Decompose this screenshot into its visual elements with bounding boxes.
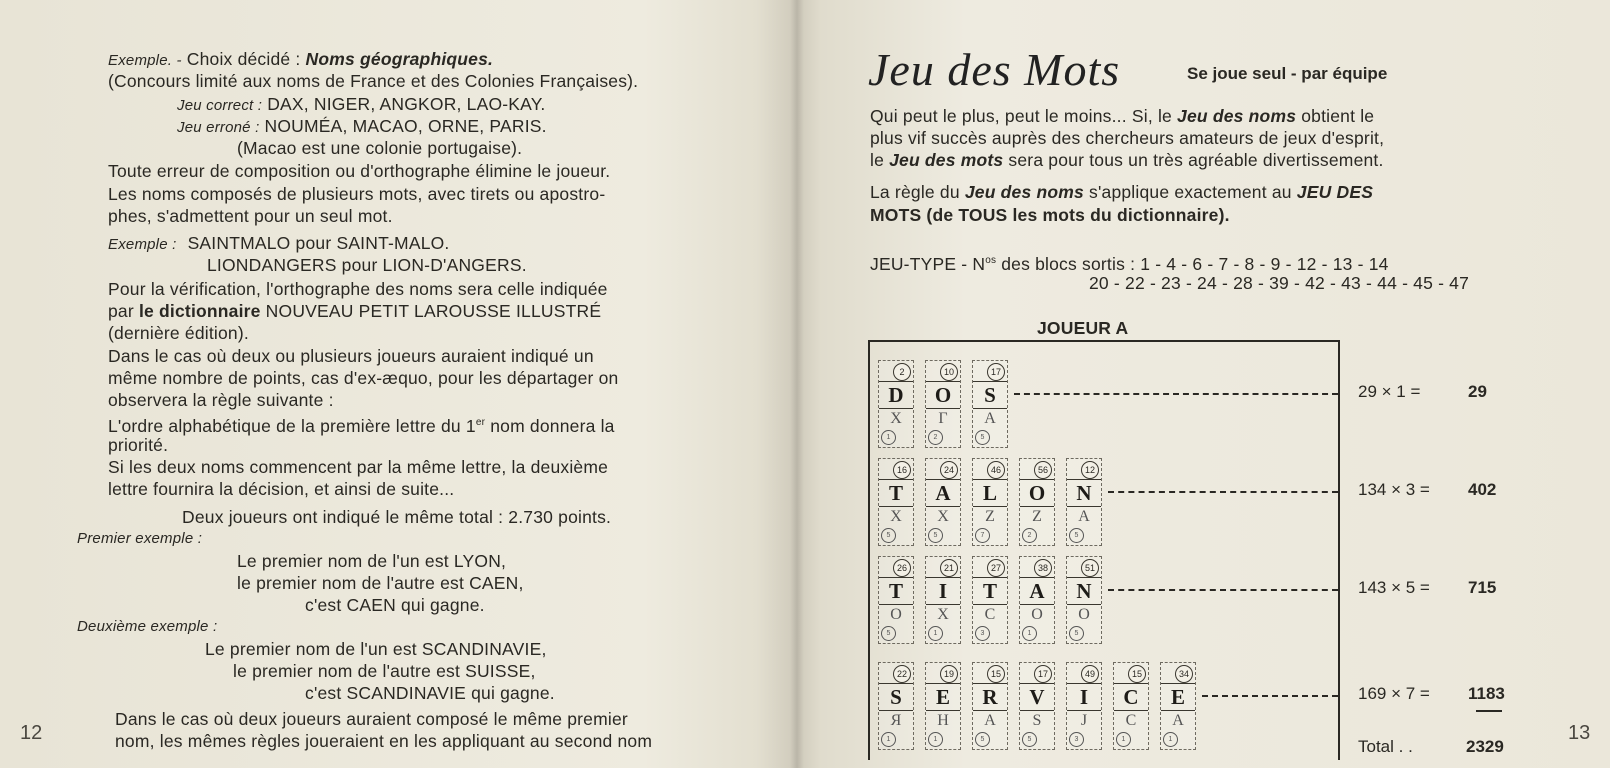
tile-symbol: H	[937, 712, 949, 729]
letter-tile	[972, 556, 1008, 644]
score-value: 1183	[1468, 684, 1505, 703]
tile-mini-number: 2	[1022, 528, 1037, 543]
verif-text-a: par	[108, 301, 134, 321]
tile-mini-number: 5	[881, 626, 896, 641]
tile-number: 38	[1034, 559, 1052, 577]
intro-3-b: Jeu des mots	[889, 150, 1004, 170]
wrong-label: Jeu erroné :	[177, 119, 260, 136]
tile-symbol: X	[937, 508, 949, 525]
verif-larousse: NOUVEAU PETIT LAROUSSE ILLUSTRÉ	[265, 301, 602, 321]
first-example-label: Premier exemple :	[77, 530, 203, 547]
tile-mini-number: 5	[1069, 626, 1084, 641]
tile-letter: E	[926, 683, 960, 711]
intro-line-3	[870, 149, 1384, 171]
row-score	[1358, 382, 1487, 402]
tile-mini-number: 5	[975, 732, 990, 747]
tile-letter: S	[879, 683, 913, 711]
tile-symbol: O	[1078, 606, 1090, 623]
rule-1-d: JEU DES	[1296, 182, 1374, 202]
letter-tile	[972, 360, 1008, 448]
tile-letter: E	[1161, 683, 1195, 711]
tie-line-7: lettre fournira la décision, et ainsi de suite...	[108, 479, 455, 499]
tile-mini-number: 1	[1163, 732, 1178, 747]
intro-line-2: plus vif succès auprès des chercheurs amateurs de jeux d'esprit,	[870, 128, 1385, 148]
letter-tile	[1019, 556, 1055, 644]
first-example-line-3: c'est CAEN qui gagne.	[305, 595, 485, 615]
correct-values: DAX, NIGER, ANGKOR, LAO-KAY.	[267, 94, 546, 114]
letter-tile	[1160, 662, 1196, 750]
page-subtitle: Se joue seul - par équipe	[1187, 64, 1388, 83]
tile-number: 21	[940, 559, 958, 577]
tile-symbol: Я	[890, 712, 902, 729]
total-label: Total . .	[1358, 737, 1413, 756]
tile-number: 17	[987, 363, 1005, 381]
intro-line-1	[870, 105, 1374, 127]
score-formula: 29 × 1 =	[1358, 382, 1421, 401]
letter-tile	[925, 458, 961, 546]
choice-text: Choix décidé :	[186, 49, 301, 69]
closing-line-1: Dans le cas où deux joueurs auraient composé le même premier	[115, 709, 628, 729]
intro-1-b: Jeu des noms	[1177, 106, 1297, 126]
tile-letter: T	[879, 479, 913, 507]
tile-mini-number: 3	[975, 626, 990, 641]
composed-names-line-2: phes, s'admettent pour un seul mot.	[108, 206, 393, 226]
tile-mini-number: 1	[881, 732, 896, 747]
letter-tile	[1113, 662, 1149, 750]
intro-3-a: le	[870, 150, 885, 170]
tile-letter: C	[1114, 683, 1148, 711]
closing-line-2: nom, les mêmes règles joueraient en les appliquant au second nom	[115, 731, 653, 751]
letter-tile	[1066, 556, 1102, 644]
macao-note: (Macao est une colonie portugaise).	[237, 138, 523, 158]
letter-tile	[1019, 662, 1055, 750]
first-example-line-2: le premier nom de l'autre est CAEN,	[237, 573, 524, 593]
tile-letter: D	[879, 381, 913, 409]
tile-symbol: C	[984, 606, 996, 623]
tile-number: 12	[1081, 461, 1099, 479]
tile-symbol: Z	[1032, 508, 1042, 525]
tile-number: 46	[987, 461, 1005, 479]
row-score	[1358, 684, 1505, 704]
score-value: 715	[1468, 578, 1497, 597]
tile-number: 51	[1081, 559, 1099, 577]
tile-letter: A	[1020, 577, 1054, 605]
tile-number: 17	[1034, 665, 1052, 683]
tile-letter: V	[1020, 683, 1054, 711]
tile-symbol: Γ	[938, 410, 948, 427]
leader-line	[1108, 589, 1338, 591]
rule-line-2: MOTS (de TOUS les mots du dictionnaire).	[870, 205, 1230, 225]
second-example-line-3: c'est SCANDINAVIE qui gagne.	[305, 683, 555, 703]
tile-number: 56	[1034, 461, 1052, 479]
tile-letter: O	[1020, 479, 1054, 507]
tie-4-text-a: L'ordre alphabétique de la première lettre du 1	[108, 415, 476, 436]
letter-tile	[878, 556, 914, 644]
tile-mini-number: 5	[1022, 732, 1037, 747]
letter-tile	[925, 360, 961, 448]
rule-1-c: s'applique exactement au	[1089, 182, 1292, 202]
example-2-line-1	[108, 232, 450, 256]
tile-symbol: A	[984, 410, 996, 427]
tile-letter: I	[1067, 683, 1101, 711]
letter-tile	[878, 458, 914, 546]
tile-mini-number: 5	[928, 528, 943, 543]
score-value: 402	[1468, 480, 1497, 499]
choice-value: Noms géographiques.	[305, 49, 494, 69]
intro-1-c: obtient le	[1301, 106, 1375, 126]
letter-tile	[972, 662, 1008, 750]
example-2-line-2: LIONDANGERS pour LION-D'ANGERS.	[207, 255, 527, 275]
tile-symbol: O	[890, 606, 902, 623]
tile-number: 10	[940, 363, 958, 381]
tile-symbol: A	[984, 712, 996, 729]
jeu-type-label: JEU-TYPE - N	[870, 253, 986, 274]
tile-letter: I	[926, 577, 960, 605]
verification-line-2	[108, 300, 601, 322]
tile-letter: S	[973, 381, 1007, 409]
error-rule: Toute erreur de composition ou d'orthographe élimine le joueur.	[108, 161, 611, 181]
tile-mini-number: 2	[928, 430, 943, 445]
leader-line	[1202, 695, 1338, 697]
example-2-value-1: SAINTMALO pour SAINT-MALO.	[187, 233, 450, 253]
rule-1-a: La règle du	[870, 182, 960, 202]
row-score	[1358, 480, 1497, 500]
tile-number: 16	[893, 461, 911, 479]
tile-number: 22	[893, 665, 911, 683]
score-formula: 169 × 7 =	[1358, 684, 1430, 703]
tile-symbol: S	[1032, 712, 1042, 729]
intro-1-a: Qui peut le plus, peut le moins... Si, le	[870, 106, 1172, 126]
tile-letter: T	[973, 577, 1007, 605]
tile-mini-number: 1	[1022, 626, 1037, 641]
tie-4-sup: er	[475, 417, 486, 428]
composed-names-line-1: Les noms composés de plusieurs mots, avec tirets ou apostro-	[108, 184, 606, 204]
score-formula: 143 × 5 =	[1358, 578, 1430, 597]
second-example-label: Deuxième exemple :	[77, 618, 218, 635]
tile-letter: A	[926, 479, 960, 507]
second-example-line-1: Le premier nom de l'un est SCANDINAVIE,	[205, 639, 547, 659]
tile-mini-number: 1	[928, 626, 943, 641]
tile-mini-number: 1	[928, 732, 943, 747]
page-number-right: 13	[1568, 722, 1591, 744]
letter-tile	[878, 662, 914, 750]
tile-symbol: A	[1172, 712, 1184, 729]
tile-symbol: A	[1078, 508, 1090, 525]
correct-label: Jeu correct :	[177, 97, 263, 114]
tile-letter: T	[879, 577, 913, 605]
tie-line-5: priorité.	[108, 435, 169, 455]
tile-number: 26	[893, 559, 911, 577]
tile-symbol: X	[890, 508, 902, 525]
wrong-game-line	[177, 115, 547, 139]
letter-tile	[925, 662, 961, 750]
letter-tile	[1066, 458, 1102, 546]
second-example-line-2: le premier nom de l'autre est SUISSE,	[233, 661, 536, 681]
page-title: Jeu des Mots	[868, 44, 1121, 95]
page-fold	[790, 0, 804, 768]
tile-mini-number: 3	[1069, 732, 1084, 747]
tile-symbol: X	[937, 606, 949, 623]
tile-symbol: O	[1031, 606, 1043, 623]
tile-letter: N	[1067, 479, 1101, 507]
tile-mini-number: 7	[975, 528, 990, 543]
first-example-line-1: Le premier nom de l'un est LYON,	[237, 551, 507, 571]
leader-line	[1014, 393, 1338, 395]
tile-letter: N	[1067, 577, 1101, 605]
example-1-line	[108, 48, 493, 72]
tie-line-3: observera la règle suivante :	[108, 390, 334, 410]
letter-tile	[878, 360, 914, 448]
letter-tile	[1066, 662, 1102, 750]
verification-line-1: Pour la vérification, l'orthographe des noms sera celle indiquée	[108, 279, 608, 299]
tile-number: 34	[1175, 665, 1193, 683]
tile-mini-number: 5	[881, 528, 896, 543]
leader-line	[1108, 491, 1338, 493]
tile-symbol: C	[1125, 712, 1137, 729]
jeu-type-line-2: 20 - 22 - 23 - 24 - 28 - 39 - 42 - 43 - 44 - 45 - 47	[1089, 273, 1470, 293]
tile-symbol: Z	[985, 508, 995, 525]
rule-1-b: Jeu des noms	[964, 182, 1084, 202]
wrong-values: NOUMÉA, MACAO, ORNE, PARIS.	[264, 116, 547, 136]
letter-tile	[972, 458, 1008, 546]
verif-dictionary: le dictionnaire	[138, 301, 261, 321]
contest-limit-line: (Concours limité aux noms de France et des Colonies Françaises).	[108, 71, 639, 91]
tile-number: 24	[940, 461, 958, 479]
intro-3-c: sera pour tous un très agréable divertissement.	[1008, 150, 1384, 170]
tie-line-4	[108, 412, 615, 437]
tile-mini-number: 5	[1069, 528, 1084, 543]
tile-number: 15	[1128, 665, 1146, 683]
tile-symbol: X	[890, 410, 902, 427]
tile-number: 27	[987, 559, 1005, 577]
jeu-type-sup: os	[985, 255, 997, 266]
same-total-line: Deux joueurs ont indiqué le même total : 2.730 points.	[182, 507, 612, 527]
rule-line-1	[870, 181, 1373, 203]
verification-line-3: (dernière édition).	[108, 323, 249, 343]
correct-game-line	[177, 93, 545, 117]
tie-4-text-b: nom donnera la	[485, 415, 615, 436]
sum-rule	[1476, 710, 1502, 712]
total-value: 2329	[1466, 737, 1504, 756]
tie-line-6: Si les deux noms commencent par la même lettre, la deuxième	[108, 457, 609, 477]
tile-letter: O	[926, 381, 960, 409]
tie-line-1: Dans le cas où deux ou plusieurs joueurs auraient indiqué un	[108, 346, 594, 366]
total-line	[1358, 737, 1504, 757]
tile-number: 15	[987, 665, 1005, 683]
page-number-left: 12	[20, 722, 43, 744]
tile-number: 49	[1081, 665, 1099, 683]
row-score	[1358, 578, 1497, 598]
tile-mini-number: 1	[1116, 732, 1131, 747]
score-formula: 134 × 3 =	[1358, 480, 1430, 499]
example-label: Exemple. -	[108, 52, 182, 69]
score-value: 29	[1468, 382, 1487, 401]
tile-letter: R	[973, 683, 1007, 711]
player-label: JOUEUR A	[1037, 318, 1129, 338]
tile-mini-number: 5	[975, 430, 990, 445]
letter-tile	[925, 556, 961, 644]
tile-number: 19	[940, 665, 958, 683]
tie-line-2: même nombre de points, cas d'ex-æquo, pour les départager on	[108, 368, 619, 388]
tile-symbol: J	[1080, 712, 1088, 729]
tile-number: 2	[893, 363, 911, 381]
jeu-type-blocks-1: des blocs sortis : 1 - 4 - 6 - 7 - 8 - 9 - 12 - 13 - 14	[996, 253, 1389, 274]
example-2-label: Exemple :	[108, 236, 177, 253]
tile-mini-number: 1	[881, 430, 896, 445]
tile-letter: L	[973, 479, 1007, 507]
letter-tile	[1019, 458, 1055, 546]
